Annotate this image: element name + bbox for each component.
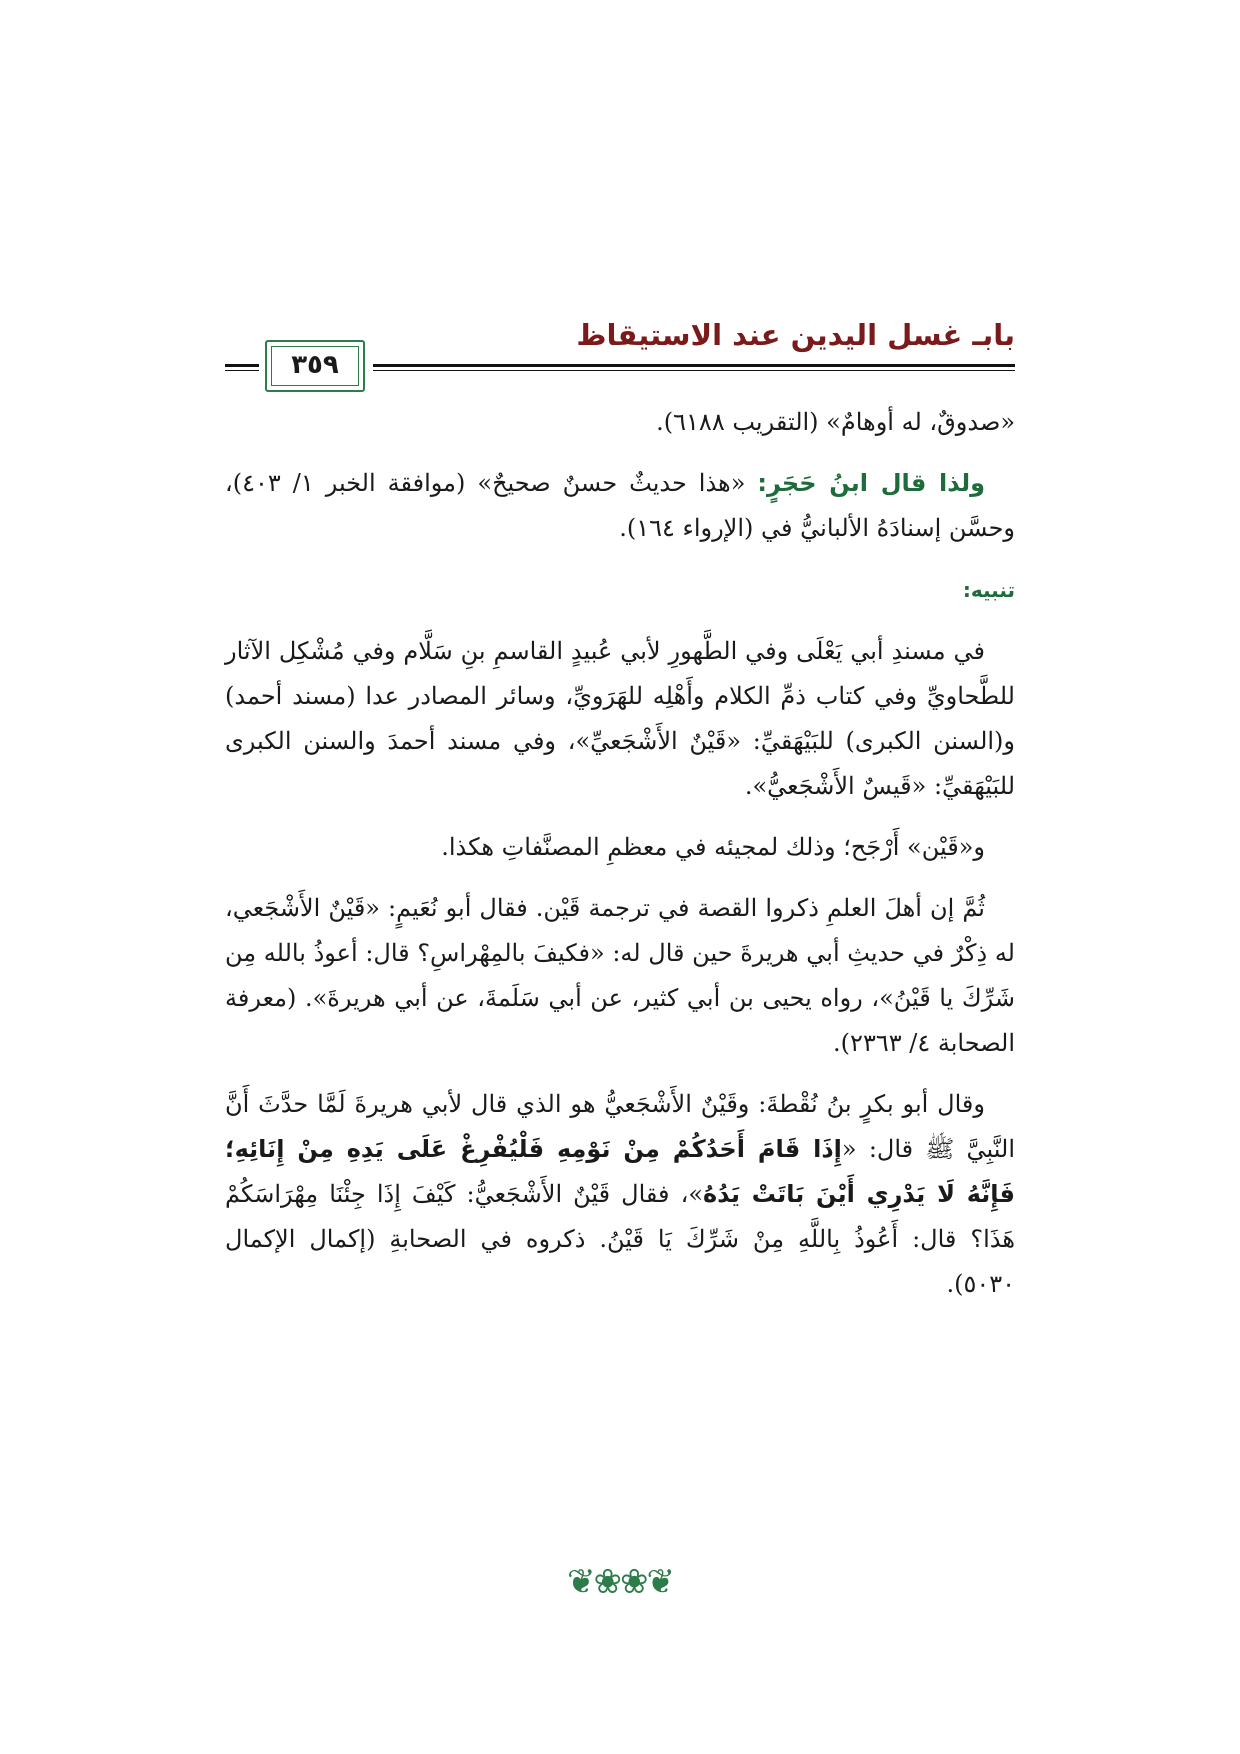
notice-label: تنبيه: bbox=[962, 578, 1015, 602]
notice-heading bbox=[225, 567, 1015, 613]
paragraph-text-a: وقال أبو بكرٍ بنُ نُقْطةَ: وقَيْنٌ الأَشْجَعيُّ هو الذي قال لأبي هريرةَ لَمَّا حدَّثَ أَنَّ النَّبِيَّ ﷺ قال: « bbox=[225, 1090, 1016, 1163]
paragraph-quote: «صدوقٌ، له أوهامٌ» (التقريب ٦١٨٨). bbox=[656, 408, 1015, 436]
paragraph-text: «هذا حديثٌ حسنٌ صحيحٌ» (موافقة الخبر ١/ ٤٠٣)، وحسَّن إسنادَهُ الألبانيُّ في (الإرواء ١٦٤). bbox=[225, 469, 1015, 542]
paragraph-ibn-nuqta bbox=[225, 1082, 1015, 1307]
chapter-title: بابـ غسل اليدين عند الاستيقاظ bbox=[576, 318, 1015, 352]
header-rule-left bbox=[225, 364, 259, 371]
hadith-text: إِذَا قَامَ أَحَدُكُمْ مِنْ نَوْمِهِ فَلْيُفْرِغْ عَلَى يَدِهِ مِنْ إِنَائِهِ؛ فَإِنَّهُ لَا يَدْرِي أَيْنَ بَاتَتْ يَدُهُ bbox=[225, 1135, 1015, 1208]
page-header bbox=[225, 318, 1015, 378]
paragraph-sources: في مسندِ أبي يَعْلَى وفي الطَّهورِ لأبي عُبيدٍ القاسمِ بنِ سَلَّام وفي مُشْكِل الآثار للطَّحاويِّ وفي كتاب ذمِّ الكلام وأَهْلِه للهَرَويِّ، وسائر المصادر عدا (مسند أحمد) و(السنن الكبرى) للبَيْهَقيِّ: «قَيْنٌ الأَشْجَعيِّ»، وفي مسند أحمدَ والسنن الكبرى للبَيْهَقيِّ: «قَيسٌ الأَشْجَعيُّ». bbox=[225, 637, 1015, 800]
page-body bbox=[225, 400, 1015, 1323]
paragraph-lead: ولذا قال ابنُ حَجَرٍ: bbox=[757, 469, 986, 497]
paragraph-text-b: »، فقال قَيْنٌ الأَشْجَعيُّ: كَيْفَ إِذَا جِئْنَا مِهْرَاسَكُمْ هَذَا؟ قال: أَعُوذُ بِاللَّهِ مِنْ شَرِّكَ يَا قَيْنُ. ذكروه في الصحابةِ (إكمال الإكمال ٥٠٣٠). bbox=[225, 1180, 1015, 1298]
paragraph-ibn-hajar bbox=[225, 461, 1015, 551]
paragraph-abu-nuaim: ثُمَّ إن أهلَ العلمِ ذكروا القصة في ترجمة قَيْن. فقال أبو نُعَيمٍ: «قَيْنٌ الأَشْجَعي، له ذِكْرٌ في حديثِ أبي هريرةَ حين قال له: «فكيفَ بالمِهْراسِ؟ قال: أعوذُ بالله مِن شَرِّكَ يا قَيْنُ»، رواه يحيى بن أبي كثير، عن أبي سَلَمةَ، عن أبي هريرةَ». (معرفة الصحابة ٤/ ٢٣٦٣). bbox=[225, 894, 1015, 1057]
page-number: ٣٥٩ bbox=[291, 350, 339, 380]
footer-ornament: ❦❀❀❦ bbox=[567, 1562, 673, 1602]
header-rule bbox=[373, 364, 1015, 371]
paragraph-preferred: و«قَيْن» أَرْجَح؛ وذلك لمجيئه في معظمِ المصنَّفاتِ هكذا. bbox=[441, 833, 985, 861]
page-number-badge bbox=[265, 340, 365, 392]
